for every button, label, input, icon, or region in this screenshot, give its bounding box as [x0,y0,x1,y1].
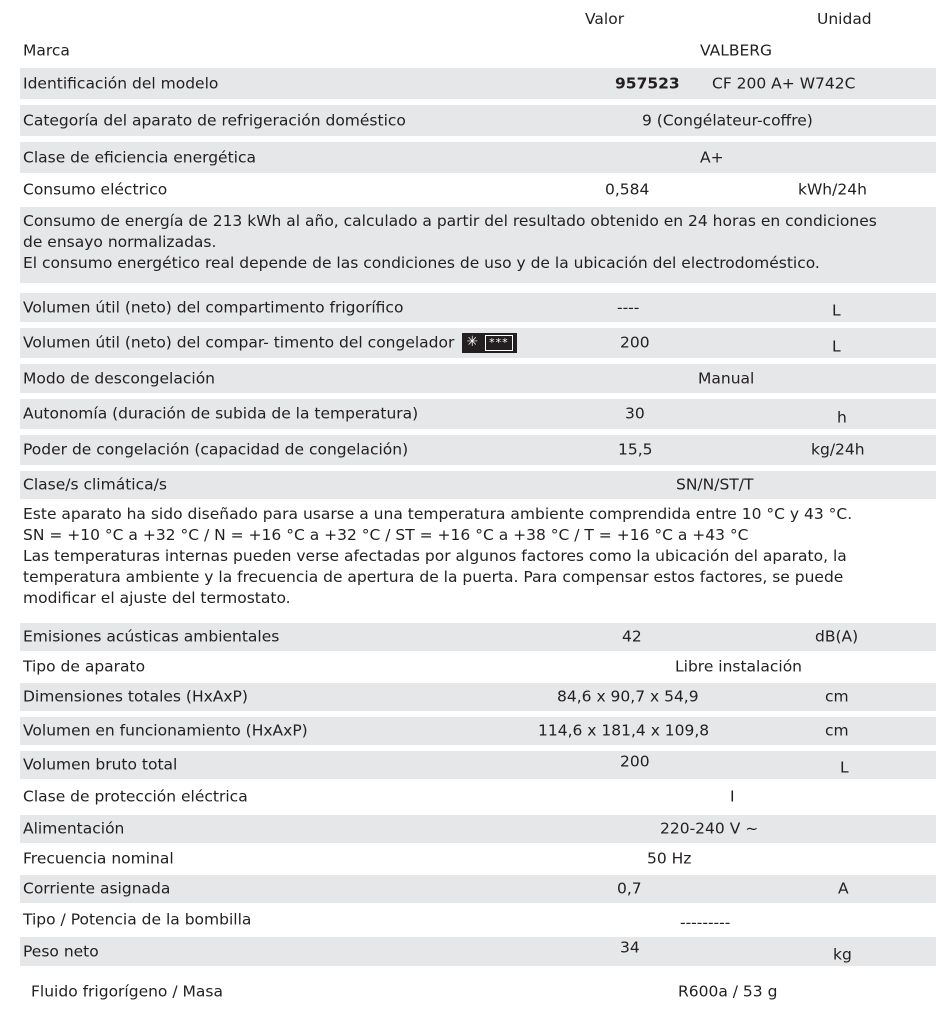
row-unit: L [832,336,841,355]
note-clima [20,499,936,611]
row-alimentacion [20,815,936,843]
row-value: 114,6 x 181,4 x 109,8 [538,721,710,740]
row-unit: kWh/24h [798,180,867,199]
row-value: 30 [625,404,645,423]
row-fluido [20,966,936,1006]
row-categoria [20,105,936,136]
row-value: 0,584 [605,180,650,199]
note-line: de ensayo normalizadas. [23,233,217,251]
stars-icon: *** [485,335,513,351]
row-label: Clase de protección eléctrica [23,787,248,806]
row-value: 15,5 [618,440,653,459]
row-value: 9 (Congélateur-coffre) [642,110,813,129]
note-line: El consumo energético real depende de las condiciones de uso y de la ubicación del electrodoméstico. [23,254,820,272]
row-label: Categoría del aparato de refrigeración doméstico [23,110,406,129]
row-marca [20,34,936,68]
row-value: 34 [620,938,640,957]
row-vol-frigo [20,293,936,322]
four-star-freezer-icon [462,333,516,353]
row-label: Dimensiones totales (HxAxP) [23,687,248,706]
row-value: --------- [680,913,731,932]
row-vol-funcionamiento [20,717,936,745]
row-label: Tipo de aparato [23,657,146,676]
row-tipo-aparato [20,651,936,683]
row-autonomia [20,399,936,429]
row-label: Volumen bruto total [23,755,178,774]
row-unit: dB(A) [815,627,859,646]
spec-sheet [20,0,936,1006]
model-code: 957523 [615,73,680,92]
row-value: 200 [620,333,650,352]
row-label: Tipo / Potencia de la bombilla [23,910,252,929]
note-line: temperatura ambiente y la frecuencia de apertura de la puerta. Para compensar estos factores, se puede [23,568,844,586]
header-unidad: Unidad [817,10,872,28]
row-peso [20,937,936,966]
row-vol-bruto [20,751,936,779]
row-unit: kg/24h [811,440,865,459]
row-proteccion [20,779,936,815]
row-label: Poder de congelación (capacidad de congelación) [23,440,409,459]
row-poder-congelacion [20,435,936,465]
row-vol-congelador [20,328,936,358]
row-unit: L [840,758,849,777]
row-value: SN/N/ST/T [676,475,754,494]
note-line: SN = +10 °C a +32 °C / N = +16 °C a +32 °C / ST = +16 °C a +38 °C / T = +16 °C a +43 °C [23,526,749,544]
header-valor: Valor [585,10,625,28]
row-clase-eficiencia [20,142,936,173]
row-label: Modo de descongelación [23,368,216,387]
row-label: Clase/s climática/s [23,475,167,494]
row-value: I [730,787,735,806]
row-modelo [20,68,936,99]
row-unit: L [832,301,841,320]
row-label: Alimentación [23,819,125,838]
row-label: Consumo eléctrico [23,180,168,199]
row-dimensiones [20,683,936,711]
row-label: Peso neto [23,941,99,960]
row-label: Fluido frigorígeno / Masa [31,982,223,1001]
note-consumo [20,207,936,283]
row-unit: A [838,879,849,898]
row-value: Manual [698,368,755,387]
row-frecuencia [20,843,936,875]
row-value: CF 200 A+ W742C [712,73,856,92]
row-value: 0,7 [617,879,642,898]
row-emisiones [20,623,936,651]
row-value: Libre instalación [675,657,802,676]
table-header [20,0,936,34]
note-line: modificar el ajuste del termostato. [23,589,291,607]
row-value: A+ [700,147,724,166]
row-label: Autonomía (duración de subida de la temperatura) [23,404,419,423]
row-value: 50 Hz [647,849,692,868]
row-consumo [20,173,936,207]
row-unit: h [837,407,847,426]
row-value: 42 [622,627,642,646]
row-label: Marca [23,41,70,60]
row-label-text: Volumen útil (neto) del compar- timento del congelador [23,333,455,352]
row-bombilla [20,903,936,937]
row-unit: cm [825,721,849,740]
row-value: R600a / 53 g [678,982,778,1001]
note-line: Las temperaturas internas pueden verse afectadas por algunos factores como la ubicación del aparato, la [23,547,847,565]
row-unit: kg [833,945,852,964]
row-descongelacion [20,364,936,393]
row-value: 84,6 x 90,7 x 54,9 [557,687,699,706]
row-label: Corriente asignada [23,879,171,898]
row-value: 220-240 V ~ [660,819,759,838]
snowflake-icon: ✳ [466,334,480,351]
row-label: Volumen en funcionamiento (HxAxP) [23,721,308,740]
row-value: 200 [620,751,650,770]
row-label: Identificación del modelo [23,73,219,92]
note-line: Consumo de energía de 213 kWh al año, calculado a partir del resultado obtenido en 24 horas en condiciones [23,212,877,230]
row-label: Emisiones acústicas ambientales [23,627,280,646]
row-value: ---- [617,297,640,316]
note-line: Este aparato ha sido diseñado para usarse a una temperatura ambiente comprendida entre 10 °C y 43 °C. [23,505,853,523]
row-clase-climatica [20,471,936,499]
row-label: Clase de eficiencia energética [23,147,256,166]
row-label [23,333,517,353]
row-value: VALBERG [700,41,773,60]
row-unit: cm [825,687,849,706]
row-corriente [20,875,936,903]
row-label: Frecuencia nominal [23,849,174,868]
row-label: Volumen útil (neto) del compartimento frigorífico [23,297,404,316]
